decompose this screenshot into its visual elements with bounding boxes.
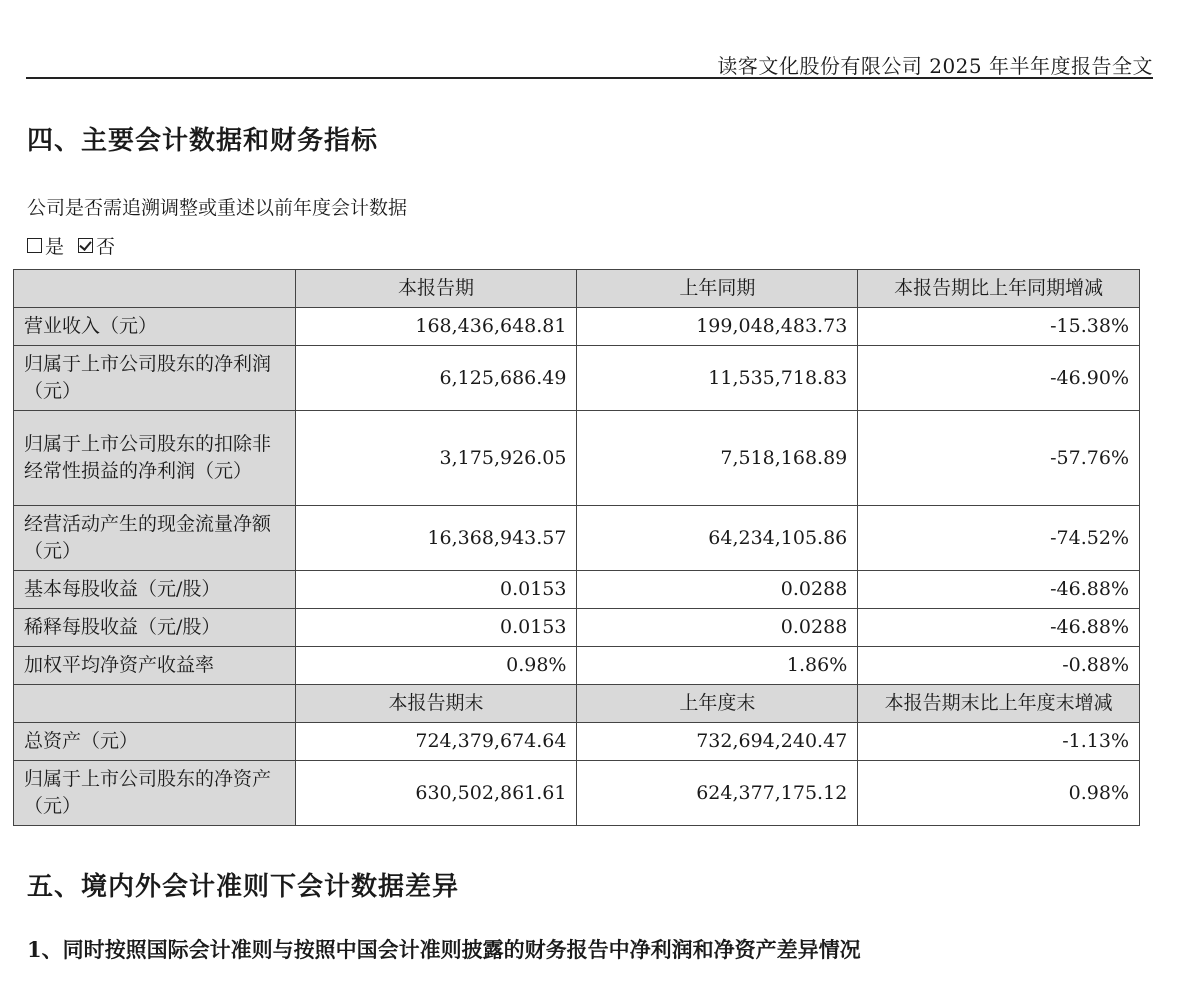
checkbox-empty-icon bbox=[27, 238, 42, 253]
row-label: 基本每股收益（元/股） bbox=[14, 571, 296, 609]
prior-value: 7,518,168.89 bbox=[577, 411, 858, 506]
choice-yes-label: 是 bbox=[45, 236, 65, 258]
header-cell: 本报告期末 bbox=[295, 685, 577, 723]
row-label: 加权平均净资产收益率 bbox=[14, 647, 296, 685]
row-label: 经营活动产生的现金流量净额（元） bbox=[14, 506, 296, 571]
row-label: 总资产（元） bbox=[14, 723, 296, 761]
change-value: -1.13% bbox=[858, 723, 1140, 761]
table-header-row bbox=[14, 685, 1140, 723]
change-value: -0.88% bbox=[858, 647, 1140, 685]
change-value: -15.38% bbox=[858, 308, 1140, 346]
row-label: 归属于上市公司股东的扣除非经常性损益的净利润（元） bbox=[14, 411, 296, 506]
row-label: 归属于上市公司股东的净资产（元） bbox=[14, 761, 296, 826]
table-row bbox=[14, 723, 1140, 761]
header-cell: 本报告期比上年同期增减 bbox=[858, 270, 1140, 308]
restatement-question: 公司是否需追溯调整或重述以前年度会计数据 bbox=[27, 197, 408, 219]
table-row bbox=[14, 346, 1140, 411]
change-value: -46.88% bbox=[858, 571, 1140, 609]
key-financial-data-table bbox=[13, 269, 1140, 826]
prior-value: 624,377,175.12 bbox=[577, 761, 858, 826]
choice-no-label: 否 bbox=[96, 236, 116, 258]
change-value: -46.88% bbox=[858, 609, 1140, 647]
table-row bbox=[14, 506, 1140, 571]
current-value: 6,125,686.49 bbox=[295, 346, 577, 411]
current-value: 630,502,861.61 bbox=[295, 761, 577, 826]
current-value: 0.0153 bbox=[295, 571, 577, 609]
row-label: 营业收入（元） bbox=[14, 308, 296, 346]
row-label: 稀释每股收益（元/股） bbox=[14, 609, 296, 647]
header-cell: 本报告期末比上年度末增减 bbox=[858, 685, 1140, 723]
table-row bbox=[14, 571, 1140, 609]
table-row bbox=[14, 609, 1140, 647]
table-row bbox=[14, 761, 1140, 826]
prior-value: 732,694,240.47 bbox=[577, 723, 858, 761]
page-header: 读客文化股份有限公司 2025 年半年度报告全文 bbox=[717, 54, 1153, 78]
current-value: 16,368,943.57 bbox=[295, 506, 577, 571]
table-header-row bbox=[14, 270, 1140, 308]
change-value: -57.76% bbox=[858, 411, 1140, 506]
prior-value: 11,535,718.83 bbox=[577, 346, 858, 411]
row-label: 归属于上市公司股东的净利润（元） bbox=[14, 346, 296, 411]
header-cell: 本报告期 bbox=[295, 270, 577, 308]
restatement-choices bbox=[27, 232, 129, 259]
current-value: 0.0153 bbox=[295, 609, 577, 647]
header-cell-empty bbox=[14, 685, 296, 723]
section-4-title: 四、主要会计数据和财务指标 bbox=[27, 126, 379, 156]
table-row bbox=[14, 411, 1140, 506]
current-value: 0.98% bbox=[295, 647, 577, 685]
current-value: 168,436,648.81 bbox=[295, 308, 577, 346]
current-value: 3,175,926.05 bbox=[295, 411, 577, 506]
header-cell: 上年同期 bbox=[577, 270, 858, 308]
prior-value: 199,048,483.73 bbox=[577, 308, 858, 346]
header-cell: 上年度末 bbox=[577, 685, 858, 723]
change-value: -74.52% bbox=[858, 506, 1140, 571]
prior-value: 0.0288 bbox=[577, 609, 858, 647]
table-row bbox=[14, 647, 1140, 685]
prior-value: 1.86% bbox=[577, 647, 858, 685]
choice-yes bbox=[27, 232, 64, 259]
prior-value: 0.0288 bbox=[577, 571, 858, 609]
checkbox-checked-icon bbox=[78, 238, 93, 253]
change-value: -46.90% bbox=[858, 346, 1140, 411]
prior-value: 64,234,105.86 bbox=[577, 506, 858, 571]
header-rule bbox=[26, 77, 1153, 79]
header-cell-empty bbox=[14, 270, 296, 308]
subsection-1-title: 1、同时按照国际会计准则与按照中国会计准则披露的财务报告中净利润和净资产差异情况 bbox=[27, 937, 861, 962]
current-value: 724,379,674.64 bbox=[295, 723, 577, 761]
table-row bbox=[14, 308, 1140, 346]
section-5-title: 五、境内外会计准则下会计数据差异 bbox=[27, 872, 460, 902]
change-value: 0.98% bbox=[858, 761, 1140, 826]
choice-no bbox=[78, 232, 115, 259]
